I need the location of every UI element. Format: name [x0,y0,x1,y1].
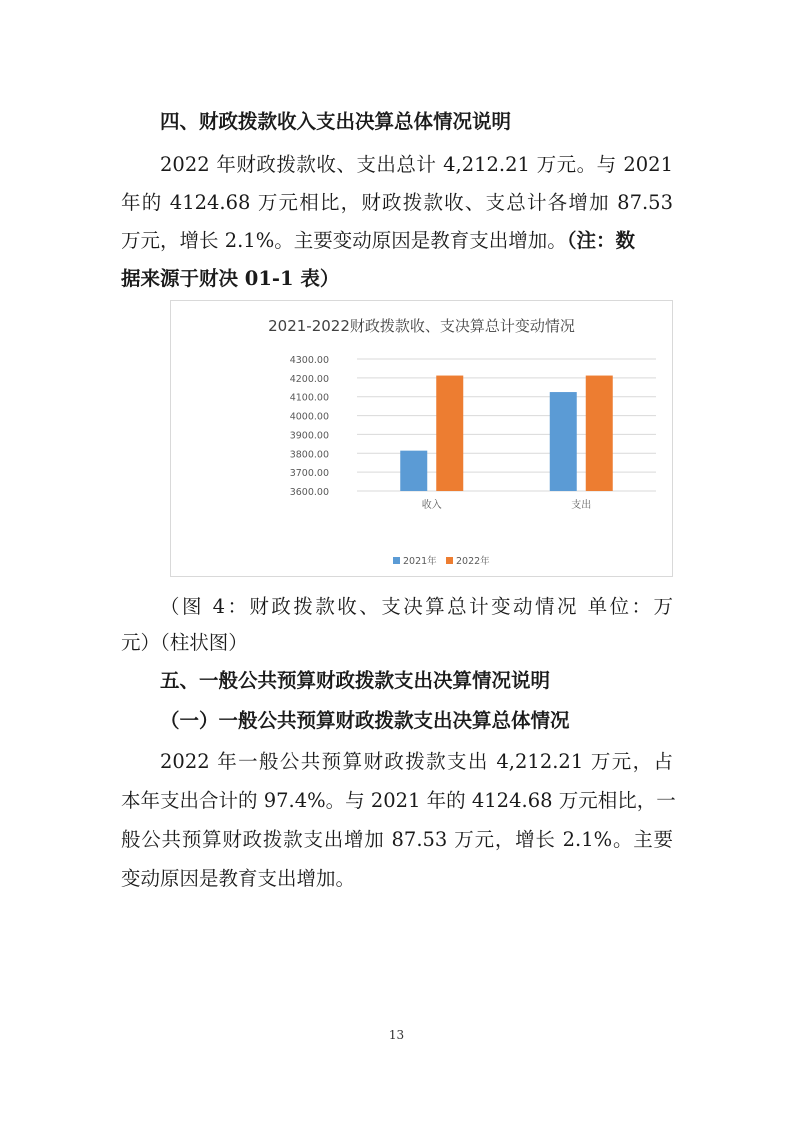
legend-swatch [446,557,453,564]
y-tick-label: 3600.00 [289,487,329,498]
legend-label: 2022年 [456,556,490,567]
paragraph-line: 本年支出合计的 97.4%。与 2021 年的 4124.68 万元相比，一 [121,789,676,812]
bar-chart [170,300,673,577]
y-tick-label: 3800.00 [289,449,329,461]
chart-plot [171,301,672,576]
y-tick-label: 4000.00 [289,411,329,423]
y-tick-label: 3900.00 [289,430,329,442]
y-tick-label: 3700.00 [289,468,329,480]
y-tick-label: 4100.00 [289,392,329,404]
section-5-heading: 五、一般公共预算财政拨款支出决算情况说明 [160,669,551,692]
bar-2022-1 [586,376,613,491]
paragraph-line: 2022 年财政拨款收、支出总计 4,212.21 万元。与 2021 [160,153,673,176]
section-5-subheading: （一）一般公共预算财政拨款支出决算总体情况 [160,709,570,732]
paragraph-line-with-note [121,229,673,253]
note-source: 据来源于财决 01-1 表） [121,267,340,290]
chart-title: 2021-2022财政拨款收、支决算总计变动情况 [268,317,575,335]
paragraph-line: 般公共预算财政拨款支出增加 87.53 万元，增长 2.1%。主要 [121,828,673,851]
page-number: 13 [388,1028,405,1042]
x-tick-label: 收入 [421,500,442,511]
paragraph-line: 2022 年一般公共预算财政拨款支出 4,212.21 万元，占 [160,750,673,773]
figure-caption-cont: 元）（柱状图） [121,631,248,654]
bar-2021-1 [550,392,577,491]
y-tick-label: 4200.00 [289,373,329,385]
paragraph-line: 年的 4124.68 万元相比，财政拨款收、支总计各增加 87.53 [121,191,673,214]
paragraph-line: 变动原因是教育支出增加。 [121,867,356,890]
note-label: （注：数 [566,229,636,252]
legend-swatch [393,557,400,564]
paragraph-text: 万元，增长 2.1%。主要变动原因是教育支出增加。 [121,229,567,252]
bar-2022-0 [436,376,463,491]
section-4-heading: 四、财政拨款收入支出决算总体情况说明 [160,110,512,133]
figure-caption: （图 4：财政拨款收、支决算总计变动情况 单位：万 [160,595,673,618]
y-tick-label: 4300.00 [289,355,329,366]
x-tick-label: 支出 [571,500,592,511]
legend-label: 2021年 [403,556,437,567]
bar-2021-0 [400,451,427,491]
